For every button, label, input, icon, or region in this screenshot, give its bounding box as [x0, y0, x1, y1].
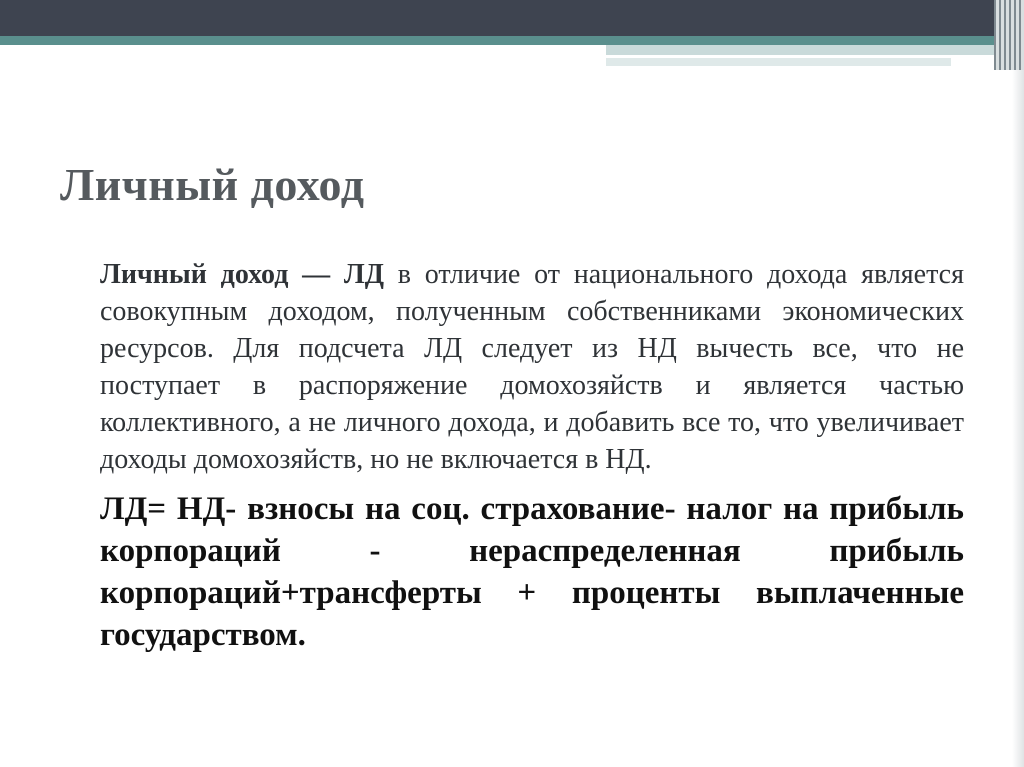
corner-stripes — [994, 0, 1024, 70]
definition-paragraph — [100, 256, 964, 478]
right-edge-shadow — [1012, 70, 1024, 767]
header-bar-light — [606, 45, 1024, 55]
header-bar-dark — [0, 0, 1024, 36]
slide-content — [100, 256, 964, 656]
slide-title: Личный доход — [60, 159, 365, 210]
header-bar-teal — [0, 36, 1024, 45]
definition-text: в отличие от национального дохода является совокупным доходом, полученным собственниками экономических ресурсов. Для подсчета ЛД следует из НД вычесть все, что не поступает в распоряжение домохозяйств и является частью коллективного, а не личного дохода, и добавить все то, что увеличивает доходы домохозяйств, но не включается в НД. — [100, 259, 964, 475]
header-bar-lighter — [606, 58, 951, 66]
definition-term: Личный доход — ЛД — [100, 259, 385, 290]
formula-text: ЛД= НД- взносы на соц. страхование- налог на прибыль корпораций - нераспределенная прибыль корпораций+трансферты + проценты выплаченные государством. — [100, 491, 964, 653]
